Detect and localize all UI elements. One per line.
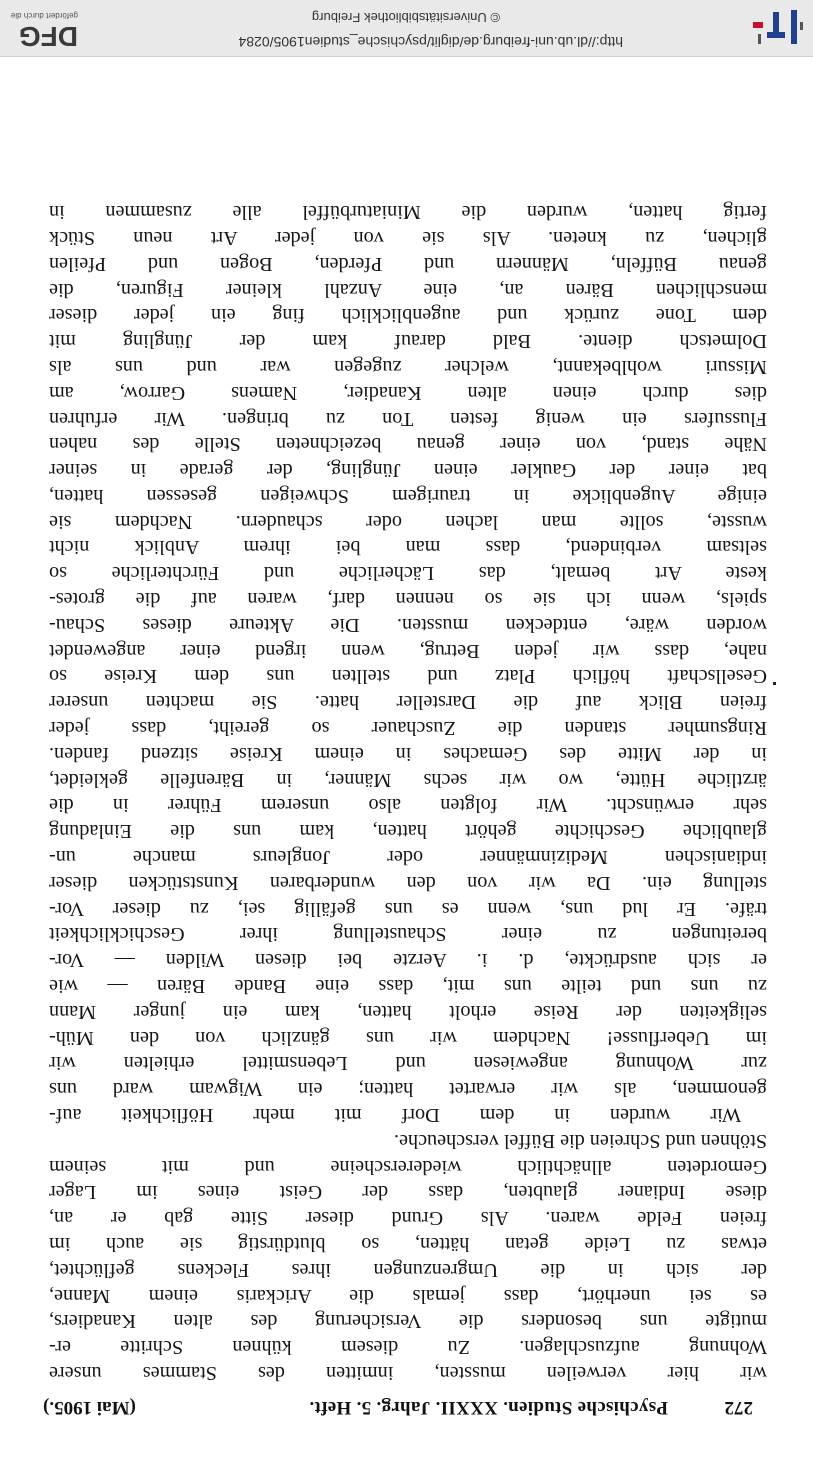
text-line: der sich in die Umgrenzungen ihres Fleckens geflüchtet, <box>49 1258 767 1281</box>
text-line: im Ueberflusse! Nachdem wir uns gänzlich von den Müh- <box>49 1026 767 1049</box>
text-line: diese Indianer glaubten, dass der Geist eines im Lager <box>49 1181 767 1204</box>
text-line: bereitungen zu einer Schaustellung ihrer Geschicklichkeit <box>49 923 767 946</box>
text-line: Gesellschaft höflich Platz und stellten uns dem Kreise so <box>49 665 767 688</box>
text-line: Gemordeten allnächtlich wiedererscheine und mit seinem <box>49 1155 767 1178</box>
text-line: seligkeiten der Reise erholt hatten, kam ein junger Mann <box>49 1000 767 1023</box>
body-text <box>49 198 767 1385</box>
text-line: sehr erwünscht. Wir folgten also unserem Führer in die <box>49 794 767 817</box>
text-line: stellung ein. Da wir von den wunderbaren Kunststücken dieser <box>49 871 767 894</box>
text-line: es sei unerhört, dass jemals die Arickaris einem Manne, <box>49 1284 767 1307</box>
dfg-logo-icon: DFG <box>18 21 78 52</box>
page-number: 272 <box>724 1397 753 1418</box>
dfg-subtitle: gefördert durch die <box>10 11 78 20</box>
text-line: seltsam verbindend, dass man bei ihrem Anblick nicht <box>49 536 767 559</box>
text-line: Dolmetsch diente. Bald darauf kam der Jüngling mit <box>49 330 767 353</box>
text-line: glichen, zu kneten. Als sie von jeder Art neun Stück <box>49 226 767 249</box>
text-line: genau Büffeln, Männern und Pferden, Bogen und Pfeilen <box>49 252 767 275</box>
text-line: nahe, dass wir jeden Betrug, wenn irgend einer angewendet <box>49 639 767 662</box>
text-line: spiels, wenn ich sie so nennen darf, waren auf die grotes- <box>49 588 767 611</box>
text-line: bat einer der Gaukler einen Jüngling, der gerade in seiner <box>49 459 767 482</box>
copyright-notice: © Universitätsbibliothek Freiburg <box>311 10 500 25</box>
text-line: fertig hatten, wurden die Miniaturbüffel alle zusammen in <box>49 201 767 224</box>
text-line: Flussufers ein wenig festen Ton zu bringen. Wir erfuhren <box>49 407 767 430</box>
text-line: dem Tone zurück und augenblicklich fing ein jeder dieser <box>49 304 767 327</box>
issue-date: (Mai 1905.) <box>43 1397 136 1418</box>
text-line: worden wäre, entdecken mussten. Die Akteure dieses Schau- <box>49 613 767 636</box>
text-line: in der Mitte des Gemaches in einem Kreise sitzend fanden. <box>49 742 767 765</box>
document-url-link[interactable]: http://dl.ub.uni-freiburg.de/diglit/psychische_studien1905/0284 <box>238 34 623 50</box>
scan-speck <box>773 682 776 685</box>
text-line: einige Augenblicke in traurigem Schweigen gesessen hatten, <box>49 484 767 507</box>
text-line: genommen, als wir erwartet hatten; ein Wigwam ward uns <box>49 1078 767 1101</box>
text-line: etwas zu Leide getan hätten, so blutdürstig sie auch im <box>49 1233 767 1256</box>
text-line: mutigte uns besonders die Versicherung des alten Kanadiers, <box>49 1310 767 1333</box>
text-line: Wir wurden in dem Dorf mit mehr Höflichkeit auf- <box>49 1104 741 1127</box>
text-line: freien Felde waren. Als Grund dieser Sitte gab er an, <box>49 1207 767 1230</box>
text-line: träfe. Er lud uns, wenn es uns gefällig sei, zu dieser Vor- <box>49 897 767 920</box>
text-line: Nähe stand, von einer genau bezeichneten Stelle des nahen <box>49 433 767 456</box>
viewer-footer-bar <box>0 0 813 57</box>
running-head: Psychische Studien. XXXII. Jahrg. 5. Heft. <box>309 1397 668 1418</box>
text-line: dies durch einen alten Kanadier, Namens Garrow, am <box>49 381 767 404</box>
page-header <box>43 1394 753 1418</box>
text-line: indianischen Medizinmänner oder Jongleurs manche un- <box>49 846 767 869</box>
text-line: Ringsumher standen die Zuschauer so gereiht, dass jeder <box>49 717 767 740</box>
text-line: glaubliche Geschichte gehört hatten, kam uns die Einladung <box>49 820 767 843</box>
text-line: zu uns und teilte uns mit, dass eine Bande Bären — wie <box>49 975 767 998</box>
text-line: menschlichen Bären an, eine Anzahl kleiner Figuren, die <box>49 278 767 301</box>
text-line: er sich ausdrückte, d. i. Aerzte bei diesen Wilden — Vor- <box>49 949 767 972</box>
text-line: wir hier verweilen mussten, inmitten des Stammes unsere <box>49 1362 767 1384</box>
text-line: Wohnung aufzuschlagen. Zu diesem kühnen Schritte er- <box>49 1336 767 1359</box>
text-line: Missuri wohlbekannt, welcher zugegen war und uns als <box>49 355 767 378</box>
ub-freiburg-logo-icon <box>745 6 805 48</box>
text-line: Stöhnen und Schreien die Büffel verscheuche. <box>394 1129 767 1152</box>
text-line: wusste, sollte man lachen oder schaudern. Nachdem sie <box>49 510 767 533</box>
text-line: ärztliche Hütte, wo wir sechs Männer, in Bärenfelle gekleidet, <box>49 768 767 791</box>
text-line: zur Wohnung angewiesen und Lebensmittel erhielten wir <box>49 1052 767 1075</box>
text-line: keste Art bemalt, das Lächerliche und Fürchterliche so <box>49 562 767 585</box>
text-line: freien Blick auf die Darsteller hatte. Sie machten unserer <box>49 691 767 714</box>
scanned-page <box>0 57 813 1473</box>
